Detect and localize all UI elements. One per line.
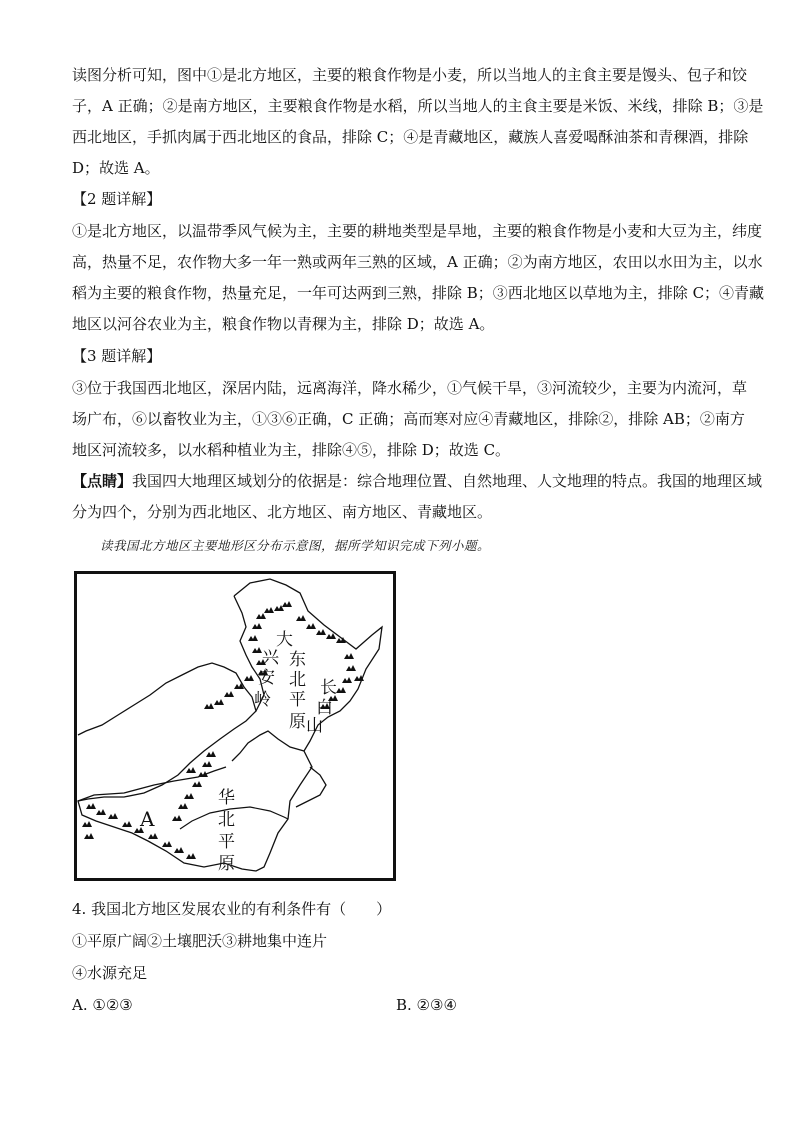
analysis-paragraph bbox=[72, 60, 764, 184]
tip-label: 【点睛】 bbox=[72, 472, 133, 490]
map-caption: 读我国北方地区主要地形区分布示意图，据所学知识完成下列小题。 bbox=[100, 538, 491, 553]
label-dongbei-3: 平 bbox=[289, 690, 306, 710]
q2-line: 高，热量不足，农作物大多一年一熟或两年三熟的区域，A 正确；②为南方地区，农田以水田为主，以水 bbox=[72, 253, 763, 271]
choice-a[interactable]: A. ①②③ bbox=[72, 996, 133, 1014]
analysis-line: 子，A 正确；②是南方地区，主要粮食作物是水稻，所以当地人的主食主要是米饭、米线，排除 B；③是 bbox=[72, 97, 764, 115]
label-daxinganling-4: 岭 bbox=[254, 690, 271, 710]
analysis-line: 读图分析可知，图中①是北方地区，主要的粮食作物是小麦，所以当地人的主食主要是馒头、包子和饺 bbox=[72, 66, 748, 84]
q3-line: 场广布，⑥以畜牧业为主，①③⑥正确，C 正确；高而寒对应④青藏地区，排除②，排除 AB；②南方 bbox=[72, 410, 745, 428]
tip-line: 分为四个，分别为西北地区、北方地区、南方地区、青藏地区。 bbox=[72, 503, 493, 521]
label-dongbei-4: 原 bbox=[289, 712, 306, 732]
q3-paragraph bbox=[72, 373, 748, 466]
choice-b[interactable]: B. ②③④ bbox=[396, 996, 457, 1014]
q2-paragraph bbox=[72, 216, 765, 340]
q3-line: ③位于我国西北地区，深居内陆，远离海洋，降水稀少，①气候干旱，③河流较少，主要为内流河，草 bbox=[72, 379, 748, 397]
label-changbai-3: 山 bbox=[306, 716, 323, 736]
tip-paragraph bbox=[72, 466, 763, 528]
map-frame bbox=[76, 573, 395, 880]
label-daxinganling-1: 大 bbox=[276, 630, 293, 650]
tip-text: 我国四大地理区域划分的依据是：综合地理位置、自然地理、人文地理的特点。我国的地理区域 bbox=[132, 472, 763, 490]
q3-line: 地区河流较多，以水稻种植业为主，排除④⑤，排除 D；故选 C。 bbox=[72, 441, 511, 459]
label-dongbei-2: 北 bbox=[289, 670, 306, 690]
q3-heading: 【3 题详解】 bbox=[72, 347, 162, 365]
q2-line: 稻为主要的粮食作物，热量充足，一年可达两到三熟，排除 B；③西北地区以草地为主，排除 C；④青藏 bbox=[72, 284, 765, 302]
analysis-line: 西北地区，手抓肉属于西北地区的食品，排除 C；④是青藏地区，藏族人喜爱喝酥油茶和青稞酒，排除 bbox=[72, 128, 749, 146]
label-huabei-2: 北 bbox=[218, 810, 235, 830]
question4-stem: 4. 我国北方地区发展农业的有利条件有（ ） bbox=[72, 900, 392, 918]
label-huabei-4: 原 bbox=[218, 854, 235, 874]
question4-options-line2: ④水源充足 bbox=[72, 964, 148, 982]
question4-options-line1: ①平原广阔②土壤肥沃③耕地集中连片 bbox=[72, 932, 328, 950]
map-svg bbox=[74, 571, 396, 881]
label-dongbei-1: 东 bbox=[289, 650, 306, 670]
label-daxinganling-3: 安 bbox=[258, 668, 275, 688]
label-daxinganling-2: 兴 bbox=[262, 648, 279, 668]
north-china-terrain-map bbox=[74, 571, 396, 881]
analysis-line: D；故选 A。 bbox=[72, 159, 160, 177]
q2-line: ①是北方地区，以温带季风气候为主，主要的耕地类型是旱地，主要的粮食作物是小麦和大豆为主，纬度 bbox=[72, 222, 763, 240]
label-huabei-3: 平 bbox=[218, 832, 235, 852]
label-changbai-1: 长 bbox=[320, 678, 337, 698]
label-changbai-2: 白 bbox=[316, 698, 333, 718]
label-huabei-1: 华 bbox=[218, 788, 235, 808]
q2-heading: 【2 题详解】 bbox=[72, 190, 162, 208]
label-a: A bbox=[140, 807, 155, 831]
q2-line: 地区以河谷农业为主，粮食作物以青稞为主，排除 D；故选 A。 bbox=[72, 315, 495, 333]
